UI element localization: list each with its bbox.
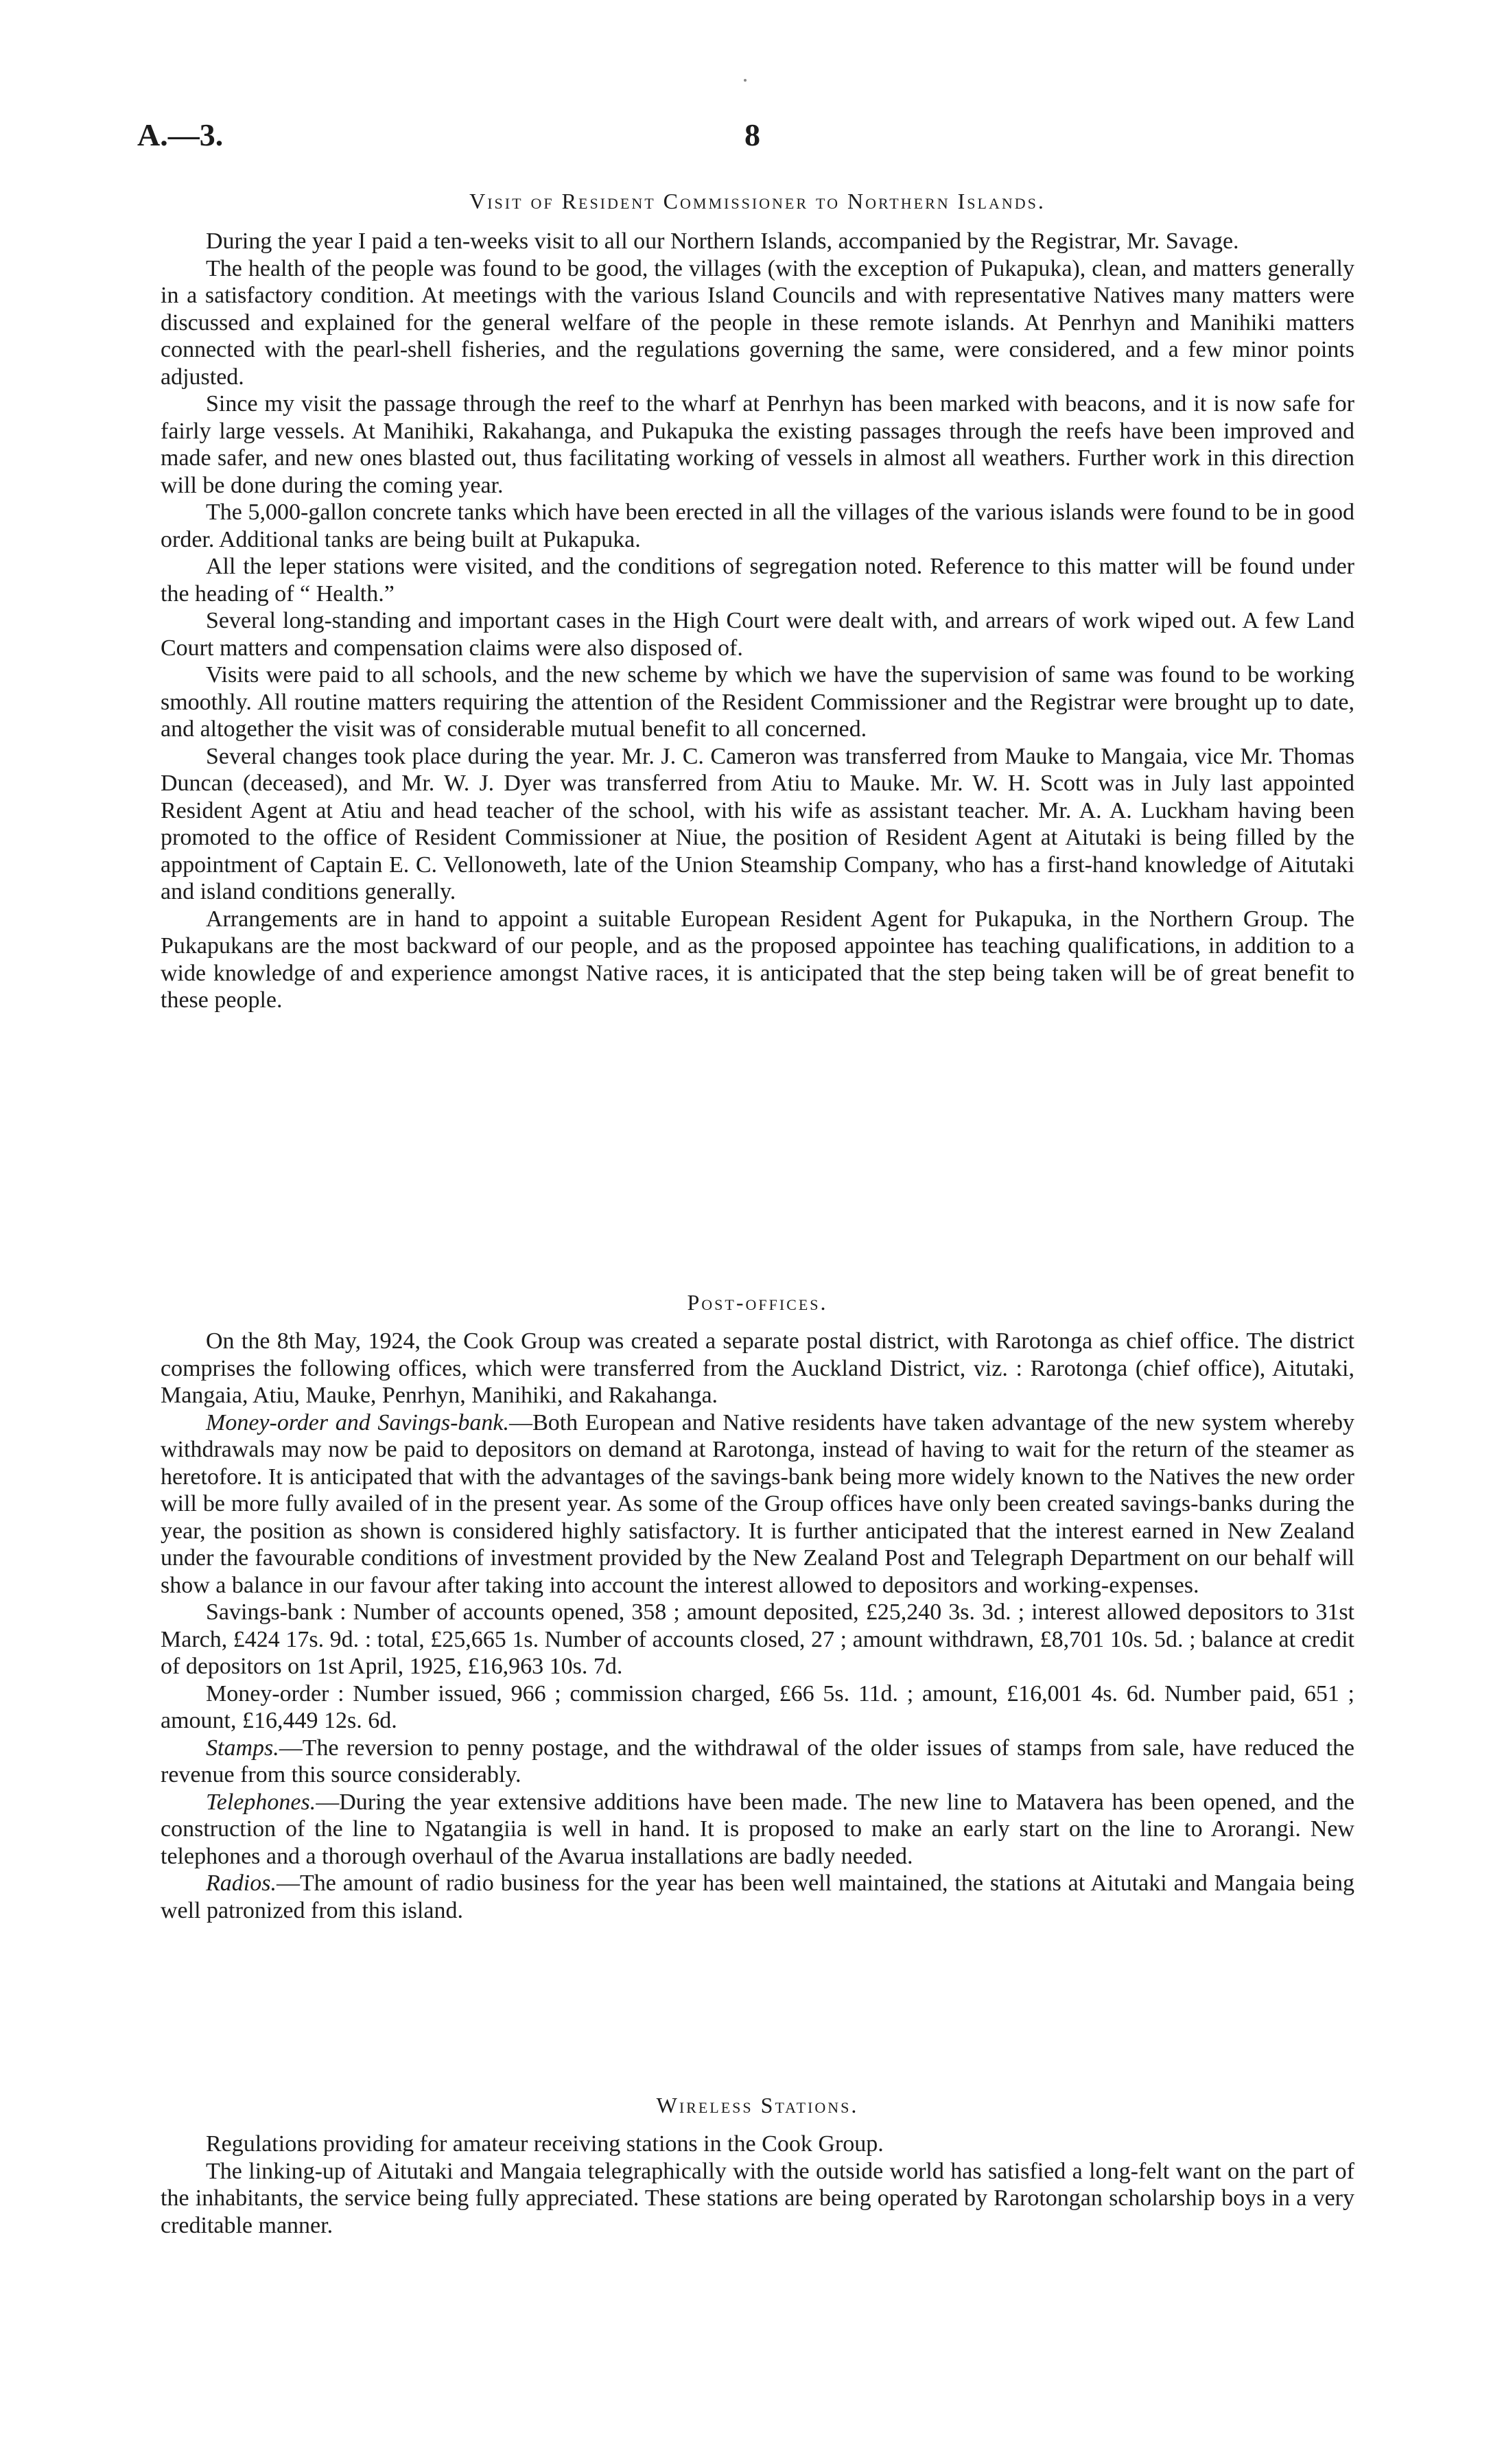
section-heading: Post-offices. bbox=[687, 1290, 828, 1315]
paragraph-lead: Telephones. bbox=[206, 1789, 316, 1815]
paragraph bbox=[161, 1870, 1354, 1924]
paragraph-lead: Money-order and Savings-bank. bbox=[206, 1409, 510, 1435]
paragraph: Regulations providing for amateur receiving stations in the Cook Group. bbox=[206, 2131, 884, 2157]
paragraph-text: —During the year extensive additions have been made. The new line to Matavera has been opened, and the construction of the line to Ngatangiia is well in hand. It is proposed to make an early start on the line to Arorangi. New telephones and a thorough overhaul of the Avarua installations are badly needed. bbox=[161, 1789, 1354, 1869]
paragraph-text: —Both European and Native residents have taken advantage of the new system whereby withdrawals may now be paid to depositors on demand at Rarotonga, instead of having to wait for the return of the steamer as heretofore. It is anticipated that with the advantages of the savings-bank being more widely known to the Natives the new order will be more fully availed of in the present year. As some of the Group offices have only been created savings-banks during the year, the position as shown is considered highly satisfactory. It is further anticipated that the interest earned in New Zealand under the favourable conditions of investment provided by the New Zealand Post and Telegraph Department on our behalf will show a balance in our favour after taking into account the interest allowed to depositors and working-expenses. bbox=[161, 1409, 1354, 1598]
page-header bbox=[137, 117, 1359, 172]
paragraph: Since my visit the passage through the reef to the wharf at Penrhyn has been marked with beacons, and it is now safe for fairly large vessels. At Manihiki, Rakahanga, and Pukapuka the existing passages through the reefs have been improved and made safer, and new ones blasted out, thus facilitating working of vessels in almost all weathers. Further work in this direction will be done during the coming year. bbox=[161, 391, 1354, 498]
paragraph: Visits were paid to all schools, and the new scheme by which we have the supervision of same was found to be working smoothly. All routine matters requiring the attention of the Resident Commissioner and the Registrar were brought up to date, and altogether the visit was of considerable mutual benefit to all concerned. bbox=[161, 662, 1354, 742]
paragraph: The linking-up of Aitutaki and Mangaia telegraphically with the outside world has satisfied a long-felt want on the part of the inhabitants, the service being fully appreciated. These stations are being operated by Rarotongan scholarship boys in a very creditable manner. bbox=[161, 2158, 1354, 2238]
paragraph: Arrangements are in hand to appoint a suitable European Resident Agent for Pukapuka, in the Northern Group. The Pukapukans are the most backward of our people, and as the proposed appointee has teaching qualifications, in addition to a wide knowledge of and experience amongst Native races, it is anticipated that the step being taken will be of great benefit to these people. bbox=[161, 906, 1354, 1013]
section-heading: Wireless Stations. bbox=[656, 2093, 859, 2117]
section-post-offices bbox=[161, 1290, 1354, 1924]
section-body bbox=[161, 228, 1354, 1014]
paragraph-text: —The reversion to penny postage, and the withdrawal of the older issues of stamps from sale, have reduced the revenue from this source considerably. bbox=[161, 1735, 1354, 1787]
paragraph: The health of the people was found to be good, the villages (with the exception of Pukapuka), clean, and matters generally in a satisfactory condition. At meetings with the various Island Councils and with representative Natives many matters were discussed and explained for the general welfare of the people in these remote islands. At Penrhyn and Manihiki matters connected with the pearl-shell fisheries, and the regulations governing the same, were considered, and a few minor points adjusted. bbox=[161, 255, 1354, 390]
paragraph-text: —The amount of radio business for the year has been well maintained, the stations at Aitutaki and Mangaia being well patronized from this island. bbox=[161, 1870, 1354, 1923]
paragraph: During the year I paid a ten-weeks visit to all our Northern Islands, accompanied by the Registrar, Mr. Savage. bbox=[206, 228, 1239, 254]
page-number: 8 bbox=[744, 117, 760, 152]
paragraph: Money-order : Number issued, 966 ; commission charged, £66 5s. 11d. ; amount, £16,001 4s. 6d. Number paid, 651 ; amount, £16,449 12s. 6d. bbox=[161, 1680, 1354, 1733]
section-body bbox=[161, 1328, 1354, 1924]
section-visit-northern-islands bbox=[161, 189, 1354, 1014]
paragraph bbox=[161, 1409, 1354, 1599]
paragraph: Several changes took place during the year. Mr. J. C. Cameron was transferred from Mauke to Mangaia, vice Mr. Thomas Duncan (deceased), and Mr. W. J. Dyer was transferred from Atiu to Mauke. Mr. W. H. Scott was in July last appointed Resident Agent at Atiu and head teacher of the school, with his wife as assistant teacher. Mr. A. A. Luckham having been promoted to the office of Resident Commissioner at Niue, the position of Resident Agent at Aitutaki is being filled by the appointment of Captain E. C. Vellonoweth, late of the Union Steamship Company, who has a first-hand knowledge of Aitutaki and island conditions generally. bbox=[161, 743, 1354, 904]
paragraph: On the 8th May, 1924, the Cook Group was created a separate postal district, with Rarotonga as chief office. The district comprises the following offices, which were transferred from the Auckland District, viz. : Rarotonga (chief office), Aitutaki, Mangaia, Atiu, Mauke, Penrhyn, Manihiki, and Rakahanga. bbox=[161, 1328, 1354, 1408]
section-heading: Visit of Resident Commissioner to Northern Islands. bbox=[469, 189, 1046, 213]
paragraph-lead: Radios. bbox=[206, 1870, 277, 1896]
paragraph: All the leper stations were visited, and the conditions of segregation noted. Reference to this matter will be found under the heading of “ Health.” bbox=[161, 554, 1354, 607]
paragraph: Several long-standing and important cases in the High Court were dealt with, and arrears of work wiped out. A few Land Court matters and compensation claims were also disposed of. bbox=[161, 608, 1354, 661]
paragraph bbox=[161, 1735, 1354, 1789]
section-wireless-stations bbox=[161, 2093, 1354, 2239]
section-body bbox=[161, 2131, 1354, 2239]
paragraph bbox=[161, 1789, 1354, 1870]
document-reference: A.—3. bbox=[137, 117, 224, 152]
paragraph: Savings-bank : Number of accounts opened, 358 ; amount deposited, £25,240 3s. 3d. ; interest allowed depositors to 31st March, £424 17s. 9d. : total, £25,665 1s. Number of accounts closed, 27 ; amount withdrawn, £8,701 10s. 5d. ; balance at credit of depositors on 1st April, 1925, £16,963 10s. 7d. bbox=[161, 1599, 1354, 1679]
paragraph-lead: Stamps. bbox=[206, 1735, 279, 1761]
print-mark bbox=[744, 79, 747, 82]
paragraph: The 5,000-gallon concrete tanks which have been erected in all the villages of the various islands were found to be in good order. Additional tanks are being built at Pukapuka. bbox=[161, 500, 1354, 552]
